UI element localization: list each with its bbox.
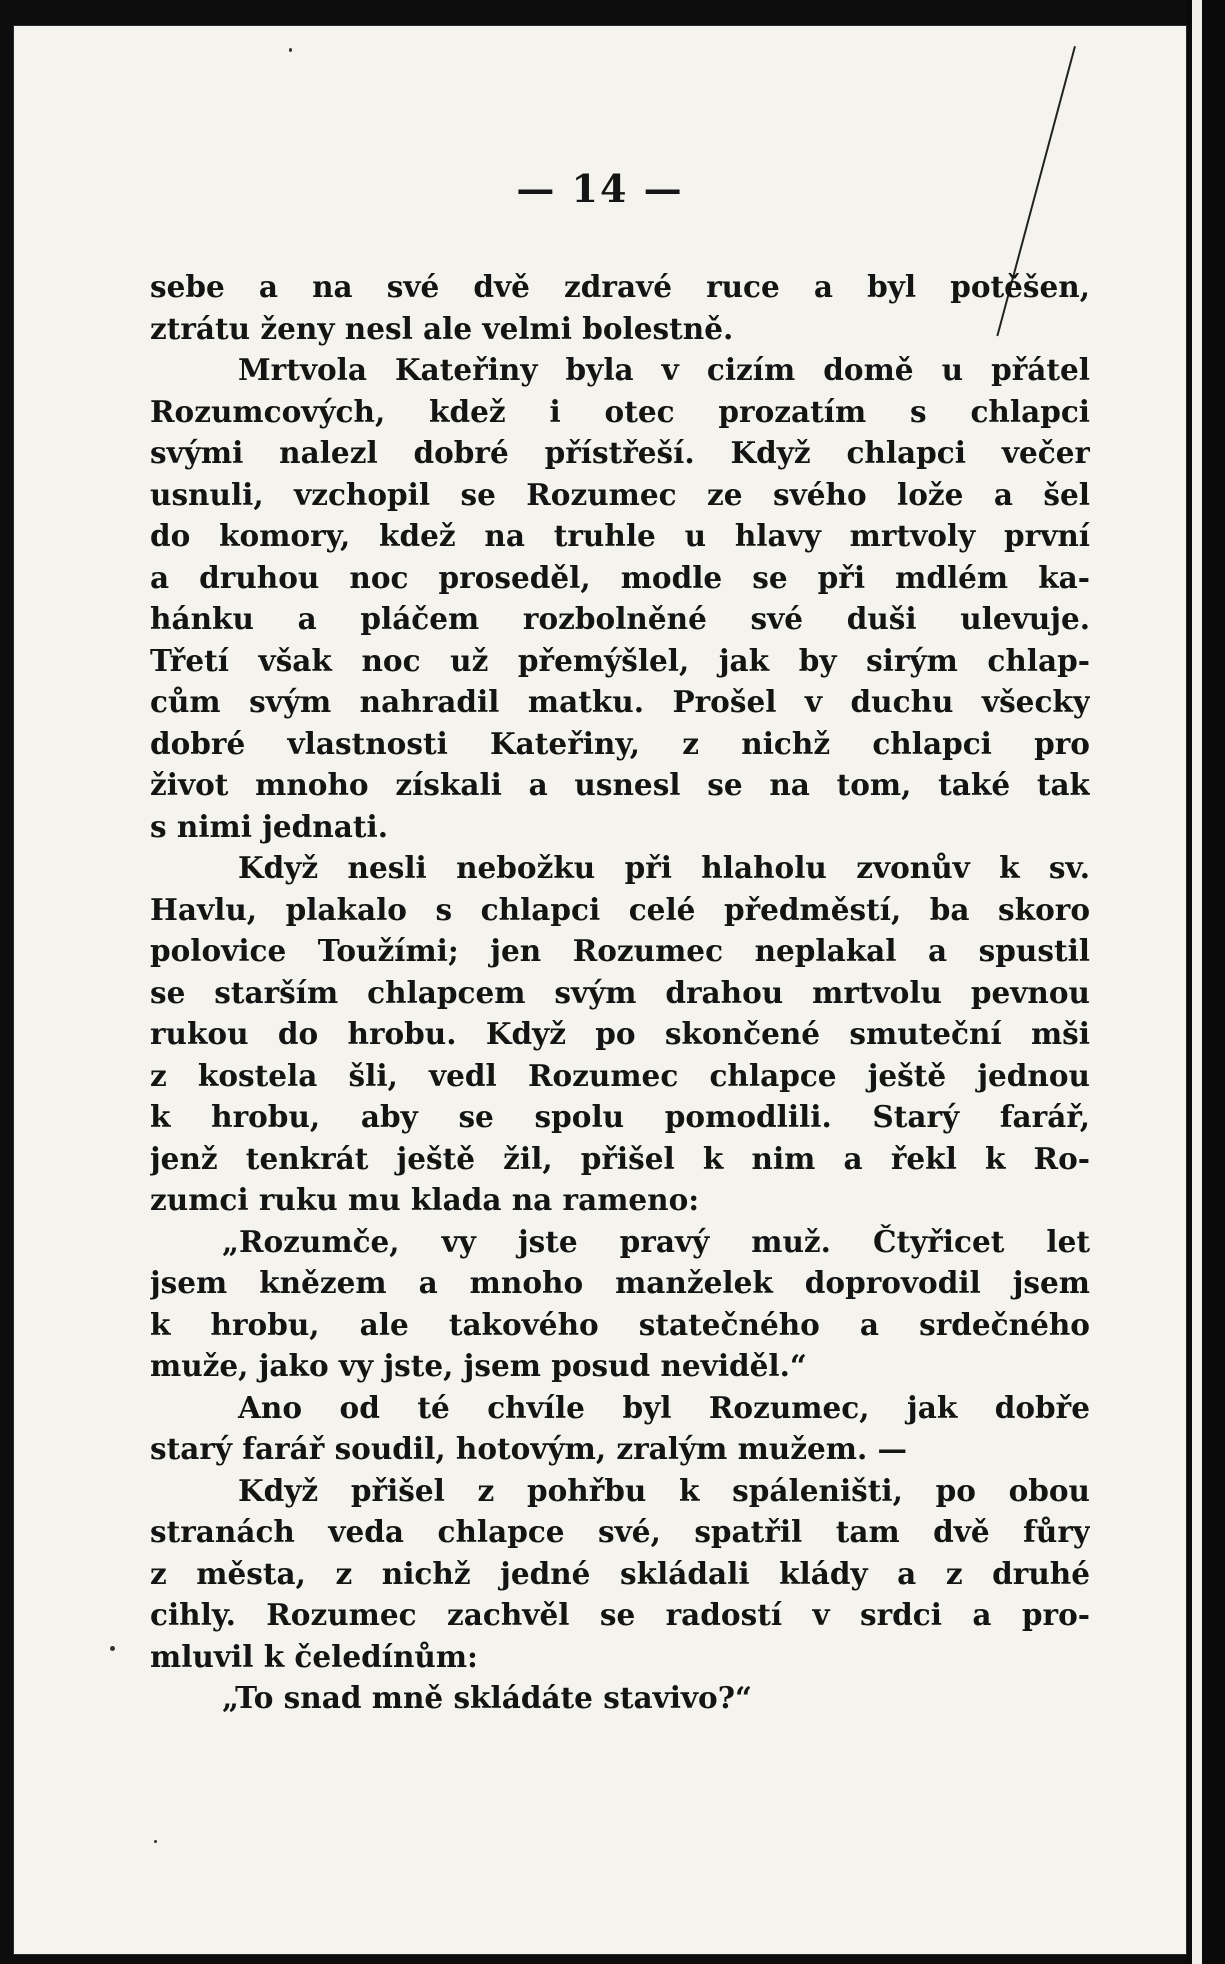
text-line: hánku a pláčem rozbolněné své duši ulevuje. [150,601,1090,636]
text-line: stranách veda chlapce své, spatřil tam dvě fůry [150,1514,1090,1549]
text-line: do komory, kdež na truhle u hlavy mrtvoly první [150,518,1090,553]
text-line: z kostela šli, vedl Rozumec chlapce ještě jednou [150,1057,1090,1093]
text-line: mluvil k čeledínům: [150,1638,478,1674]
text-line: usnuli, vzchopil se Rozumec ze svého lože a šel [150,476,1090,512]
text-line: polovice Toužími; jen Rozumec neplakal a spustil [150,933,1090,968]
paper-speck [154,1840,157,1843]
text-line: starý farář soudil, hotovým, zralým mužem. — [150,1431,908,1466]
text-line: Když nesli nebožku při hlaholu zvonův k sv. [238,850,1090,885]
text-line: „To snad mně skládáte stavivo?“ [222,1680,752,1715]
page-number: — 14 — [516,166,684,211]
text-line: k hrobu, ale takového statečného a srdečného [150,1306,1090,1342]
text-line: „Rozumče, vy jste pravý muž. Čtyřicet let [222,1223,1090,1259]
text-line: rukou do hrobu. Když po skončené smuteční mši [150,1016,1090,1051]
text-line: a druhou noc proseděl, modle se při mdlém ka- [150,559,1090,595]
text-line: ztrátu ženy nesl ale velmi bolestně. [150,310,734,346]
book-page [14,26,1186,1954]
adjacent-page-edge [1192,0,1202,1964]
text-line: muže, jako vy jste, jsem posud neviděl.“ [150,1348,807,1383]
text-line: jsem knězem a mnoho manželek doprovodil jsem [150,1265,1090,1300]
paper-speck [110,1646,115,1651]
text-line: dobré vlastnosti Kateřiny, z nichž chlapci pro [150,725,1090,761]
text-line: Havlu, plakalo s chlapci celé předměstí, ba skoro [150,891,1090,927]
text-line: Ano od té chvíle byl Rozumec, jak dobře [238,1389,1090,1425]
body-text [150,266,1090,1719]
text-line: cům svým nahradil matku. Prošel v duchu všecky [150,684,1090,719]
text-line: jenž tenkrát ještě žil, přišel k nim a řekl k Ro- [150,1140,1090,1176]
text-line: s nimi jednati. [150,808,388,844]
text-line: Rozumcových, kdež i otec prozatím s chlapci [150,393,1090,429]
text-line: cihly. Rozumec zachvěl se radostí v srdci a pro- [150,1597,1090,1632]
text-line: Mrtvola Kateřiny byla v cizím domě u přátel [238,352,1090,387]
text-line: k hrobu, aby se spolu pomodlili. Starý farář, [150,1099,1090,1134]
text-line: z města, z nichž jedné skládali klády a z druhé [150,1555,1090,1591]
text-line: zumci ruku mu klada na rameno: [150,1182,700,1217]
text-line: život mnoho získali a usnesl se na tom, také tak [150,767,1090,802]
text-line: Když přišel z pohřbu k spáleništi, po obou [238,1472,1090,1508]
text-line: Třetí však noc už přemýšlel, jak by sirým chlap- [150,642,1090,678]
paper-speck [289,48,292,52]
text-line: sebe a na své dvě zdravé ruce a byl potěšen, [150,269,1090,304]
text-line: se starším chlapcem svým drahou mrtvolu pevnou [150,974,1090,1010]
text-line: svými nalezl dobré přístřeší. Když chlapci večer [150,435,1090,470]
